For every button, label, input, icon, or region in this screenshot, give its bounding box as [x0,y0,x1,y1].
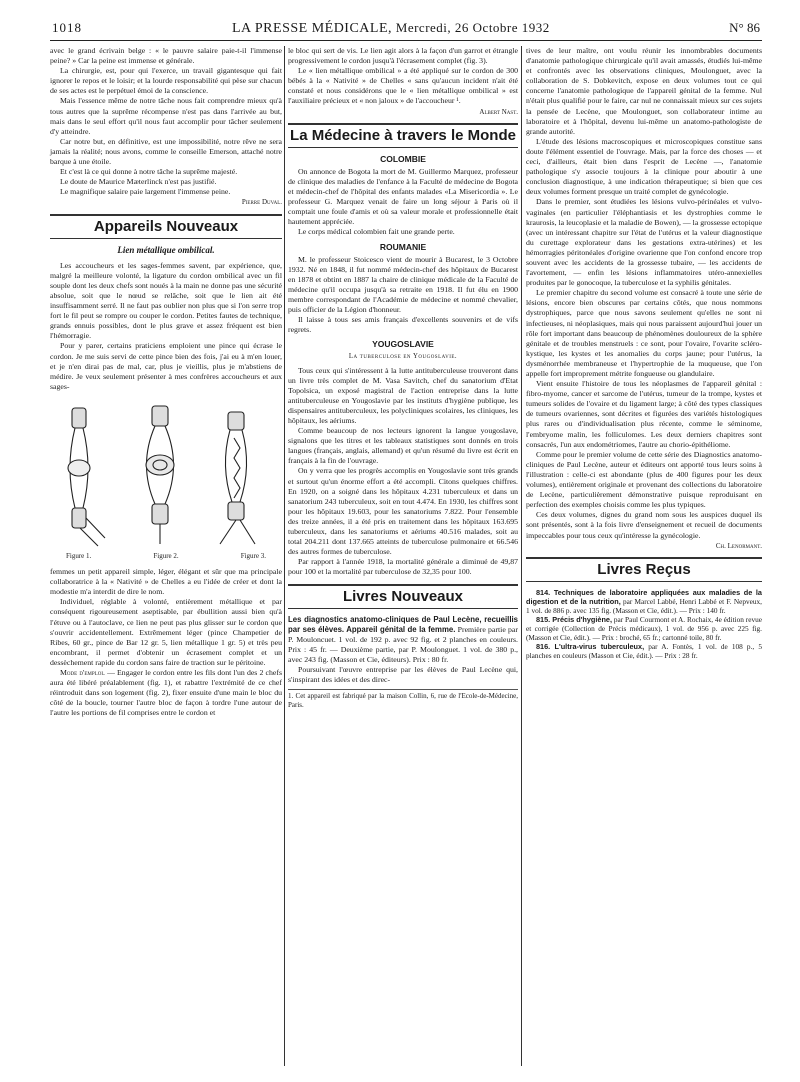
section-title: La Médecine à travers le Monde [290,126,516,144]
column-1 [50,46,282,719]
paragraph: Poursuivant l'œuvre entreprise par les élèves de Paul Lecène qui, s'inspirant des idées et des direc- [288,665,518,685]
section-heading-box [50,214,282,239]
page-header [50,18,762,41]
signature: Ch. Lenormant. [715,541,762,550]
paragraph: Comme beaucoup de nos lecteurs ignorent la langue yougoslave, signalons que les titres et les tableaux statistiques sont donnés en trois langues (français, anglais, allemand) et qu'un résumé du livre est écrit en français à la fin de l'ouvrage. [288,426,518,466]
paragraph: Vient ensuite l'histoire de tous les néoplasmes de l'appareil génital : fibro-myome, cancer et sarcome de l'utérus, tumeur de la trompe, kystes et tumeurs solides de l'ovaire et du ligament large; à côté des types classiques de tumeurs ovariennes, sont décrites et figurées des variétés histologiques plus rares ou d'individualisation plus récente, comme le séminome, l'embryome malin, les folliculomes. Les deux derniers chapitres sont consacrés, l'un aux endométriomes, l'autre au chorio-épithéliome. [526,379,762,449]
paragraph: La chirurgie, est, pour qui l'exerce, un travail gigantesque qui fait ignorer le repos et le loisir; et la lourde responsabilité qui pèse sur chacun de ses actes est le perpétuel émoi de la conscience. [50,66,282,96]
paragraph: Le « lien métallique ombilical » a été appliqué sur le cordon de 300 bébés à la « Nativité » de Chelles « sans qu'aucun incident n'ait été constaté et nous considérons que le « lien métallique ombilical » est l'auxiliaire précieux et « non jaloux » de l'accoucheur ¹. [288,66,518,106]
paragraph: M. le professeur Stoicesco vient de mourir à Bucarest, le 3 Octobre 1932. Né en 1848, il fut nommé médecin-chef des hôpitaux de Bucarest en 1878 et obtint en 1887 la chaire de clinique médicale de la Faculté de médecine qu'il occupa jusqu'à sa retraite en 1918. Il fut élu en 1900 membre correspondant de l'Académie de médecine et nommé chevalier, puis officier de la Légion d'honneur. [288,254,518,315]
list-item [526,588,762,615]
column-2 [288,46,518,710]
mode-label: Mode d'emploi. [60,668,105,678]
paragraph: On y verra que les progrès accomplis en Yougoslavie sont très grands et surtout qu'un énorme effort a été accompli. Citons quelques chiffres. En 1920, on a soigné dans les hôpitaux 4.231 tuberculeux et dans un sanatorium 243 tuberculeux, soit en tout 4.474. En 1930, les chiffres sont pour les hôpitaux 19.603, pour les sanatoriums 7.822. Pour l'ensemble des treize années, il a été pris en traitement dans les hôpitaux 163.695 tuberculeux, dans les sanatoriums et aériums 40.516 malades, soit au total 204.211 dont 137.665 atteints de tuberculose pulmonaire et 66.546 des autres formes de tuberculose. [288,466,518,557]
paragraph: Dans le premier, sont étudiées les lésions vulvo-périnéales et vulvo-vaginales (en particulier l'éléphantiasis et les dystrophies comme le kraurosis, la leucoplasie et la maladie de Bowen), — la grossesse ectopique (avec un intéressant chapitre sur l'état de l'utérus et la valeur diagnostique du curettage explorateur dans les gestations extra-utérines) et les hémorragies péritonéales d'origine ovarienne que l'on confond encore trop souvent avec les accidents de la grossesse tubaire, — les accidents de l'avortement, — enfin les lésions inflammatoires utéro-annexielles produites par le gonocoque, la tuberculose et la syphilis génitales. [526,197,762,288]
column-3 [526,46,762,660]
footnote: 1. Cet appareil est fabriqué par la maison Collin, 6, rue de l'Ecole-de-Médecine, Paris. [288,689,518,710]
section-heading-box [288,123,518,148]
paragraph: On annonce de Bogota la mort de M. Guillermo Marquez, professeur de clinique des maladies de l'enfance à la Faculté de médecine de Bogota et médecin-chef de l'hôpital des enfants malades «La Misericordia ». Le professeur G. Marquez venait de faire un long séjour à Paris où il comptait une foule d'amis et où sa valeur morale et professionnelle était hautement appréciée. [288,166,518,227]
article-subtitle: Lien métallique ombilical. [117,244,215,255]
paragraph: Mais l'essence même de notre tâche nous fait comprendre mieux qu'à tous autres que la suprême récompense n'est pas dans l'arrivée au but, mais dans le seul effort qu'il nous faut accomplir pour tâcher seulement d'y atteindre. [50,96,282,136]
country-heading: YOUGOSLAVIE [372,339,434,350]
paragraph [288,615,518,665]
column-rule [284,46,285,1066]
paragraph: Tous ceux qui s'intéressent à la lutte antituberculeuse trouveront dans un livre très complet de M. Vasa Savitch, chef du sanatorium d'Etat Topolsica, un exposé magistral de l'action entreprise dans la lutte antituberculeuse en Yougoslavie par les instituts d'hygiène publique, les dispensaires antituberculeux, les polycliniques scolaires, les cliniques, les hôpitaux, les aériums. [288,365,518,425]
page-number: 1018 [52,20,82,35]
paragraph: Le magnifique salaire paie largement l'immense peine. [60,187,231,197]
section-heading-box [288,584,518,609]
list-item [526,615,762,642]
books-received-list [526,588,762,660]
signature: Pierre Duval. [241,198,282,207]
section-title: Livres Nouveaux [342,587,464,605]
paragraph: Pour y parer, certains praticiens emploient une pince qui écrase le cordon. Je me suis servi de cette pince bien des fois, j'ai eu à m'en louer, et je n'en dirai pas de mal, car, plus je vieillis, plus je m'abstiens de médire. Je veux seulement présenter à mes confrères accoucheurs et aux sages- [50,341,282,391]
mode-text: — Engager le cordon entre les fils dont l'un des 2 chefs aura été libéré préalablement (fig. 1), et rabattre l'extrémité de ce chef réintroduit dans son logement (fig. 2), fixer ensuite d'une main le bloc du côté de la boucle, tourner l'autre bloc de façon à tordre l'une autour de l'autre les portions de fil comprises entre le cordon et [50,668,282,718]
paragraph: Et c'est là ce qui donne à notre tâche la suprême majesté. [60,167,238,177]
masthead-title: LA PRESSE MÉDICALE, [232,21,393,36]
figure-illustration [50,398,282,561]
paragraph: Comme pour le premier volume de cette série des Diagnostics anatomo-cliniques de Paul Lecène, auteur et éditeurs ont apporté tous leurs soins à l'illustration : celle-ci est abondante (plus de 400 figures pour les deux volumes), entièrement originale et provenant des collections du laboratoire de Lecène, particulièrement démonstrative puisque reproduisant en perfection des exemples choisis comme les plus typiques. [526,449,762,510]
book-title: 816. L'ultra-virus tuberculeux, [536,641,645,651]
signature: Albert Nast. [479,107,518,116]
paragraph: L'étude des lésions macroscopiques et microscopiques constitue sans doute l'élément essentiel de l'ouvrage. Mais, par la force des choses — et ceci, d'ailleurs, était bien dans l'esprit de Lecène —, l'anatomie pathologique s'y associe toujours à la clinique pour aboutir à une conclusion diagnostique, à une indication thérapeutique; si bien que ces deux volumes forment presque un traité complet de gynécologie. [526,136,762,197]
country-heading: ROUMANIE [379,241,427,252]
paragraph: Par rapport à l'année 1918, la mortalité générale a diminué de 49,87 pour 100 et la mortalité par tuberculose de 32,35 pour 100. [288,557,518,577]
paragraph: Le corps médical colombien fait une grande perte. [298,227,455,237]
paragraph: Ces deux volumes, dignes du grand nom sous les auspices duquel ils sont présentés, sont à la fois livre d'enseignement et recueil de documents impeccables pour tous ceux qu'intéresse la gynécologie. [526,510,762,540]
book-details: par Marcel Labbé, Henri Labbé et F. Nepveux, 1 vol. de 886 p. avec 135 fig. (Masson et Cie, édit.). — Prix : 140 fr. [526,596,762,615]
figure-caption: Figure 3. [240,552,266,560]
paragraph: Les accoucheurs et les sages-femmes savent, par expérience, que, malgré la meilleure volonté, la ligature du cordon ombilical avec un fil souple dont les deux chefs sont noués à la main ne donne pas une sécurité absolue, soit que le nœud se relâche, soit que le lien ait été insuffisamment serré. Il ne faut pas oublier non plus que si l'on serre trop fort le fil peut se rompre ou couper le cordon. Petites fautes de technique, grands ennuis possibles, dont le plus grave et assez fréquent est bien l'hémorragie. [50,260,282,341]
figure-caption: Figure 1. [66,552,92,560]
paragraph: Car notre but, en définitive, est une impossibilité, notre rêve ne sera jamais la réalité; nous avons, comme le conseille Emerson, attaché notre barque à une étoile. [50,136,282,167]
section-heading-box [526,557,762,582]
book-details: Première partie par P. Mouloncuet. 1 vol. de 192 p. avec 92 fig. et 2 planches en couleurs. Prix : 45 fr. — Deuxième partie, par P. Moulonguet. 1 vol. de 380 p., avec 243 fig. (Masson et Cie, éditeurs). Prix : 80 fr. [288,624,518,664]
paragraph: le bloc qui sert de vis. Le lien agit alors à la façon d'un garrot et étrangle progressivement le cordon jusqu'à l'écrasement complet (fig. 3). [288,46,518,66]
paragraph: avec le grand écrivain belge : « le pauvre salaire paie-t-il l'immense peine? » Car la peine est immense et générale. [50,46,282,66]
book-review [288,615,518,686]
country-heading: COLOMBIE [380,153,426,164]
section-title: Livres Reçus [597,560,691,578]
list-item [526,642,762,660]
book-details: par Paul Courmont et A. Rochaix, 4e édition revue et corrigée (Collection de Précis médicaux), 1 vol. de 956 p. avec 225 fig. (Masson et Cie, édit.). — Prix : broché, 65 fr.; cartonné toile, 80 fr. [526,614,762,642]
book-title: 814. Techniques de laboratoire appliquées aux maladies de la digestion et de la nutrition, [526,587,762,606]
section-title: Appareils Nouveaux [93,217,239,235]
column-rule [521,46,522,1066]
masthead [232,20,550,37]
paragraph: Le premier chapitre du second volume est consacré à toute une série de lésions, encore bien obscures par certains côtés, que nous nommons dystrophiques, parce que nous savons seulement qu'elles ne sont ni infectieuses, ni néoplasiques, mais qui nous paraissent aujourd'hui jouer un rôle fort important dans beaucoup de phénomènes douloureux de la sphère génitale et de troubles menstruels : ce sont, pour l'ovaire, l'ovarite scléro-kystique, les kystes et les anomalies du corps jaune; pour l'utérus, la dysménorrhée membraneuse et l'hypertrophie de la muqueuse, que l'on appelle fort improprement métrite fongueuse ou glandulaire. [526,288,762,378]
paragraph [50,668,282,718]
figure-caption: Figure 2. [153,552,179,560]
paragraph: Individuel, réglable à volonté, entièrement métallique et par conséquent rigoureusement aseptisable, par ébullition aussi bien qu'à l'étuve ou à l'autoclave, ce lien ne peut pas plus glisser sur le cordon que s'ouvrir accidentellement. Extrêmement léger (pince Champetier de Ribes, 60 gr., pince de Bar 12 gr. 5, lien métallique 1 gr. 5) et très peu encombrant, il permet d'obtenir un écrasement complet et un dessèchement rapide du cordon sans faire de traction sur le péritoine. [50,597,282,667]
issue-number: N° 86 [729,20,760,35]
book-title: Les diagnostics anatomo-cliniques de Paul Lecène, recueillis par ses élèves. Appareil génital de la femme. [288,614,518,634]
figure-captions [50,551,282,561]
umbilical-clamp-figures [50,398,282,548]
paragraph: Le doute de Maurice Mæterlinck n'est pas justifié. [60,177,217,187]
paragraph: tives de leur maître, ont voulu réunir les innombrables documents d'anatomie pathologique chirurgicale qu'il avait amassés, étudiés lui-même et confrontés avec les observations cliniques, Moulonguet, avec la collaboration de S. Dobkevitch, expose en deux volumes tout ce qui concerne l'anatomie pathologique de l'appareil génital de la femme. Nul n'était plus qualifié pour le faire, car nul ne connaissait mieux sur ces sujets la pensée de Lecène, que Moulonguet, son collaborateur intime au laboratoire et à l'hôpital, devenu lui-même un anatomo-pathologiste de grande autorité. [526,46,762,136]
paragraph: Il laisse à tous ses amis français d'excellents souvenirs et de vifs regrets. [288,315,518,335]
article-subtitle: La tuberculose en Yougoslavie. [348,353,458,361]
masthead-date: Mercredi, 26 Octobre 1932 [392,20,550,35]
book-title: 815. Précis d'hygiène, [536,614,613,624]
paragraph: femmes un petit appareil simple, léger, élégant et sûr que ma principale collaboratrice à la « Nativité » de Chelles a eu l'idée de créer et dont la modestie m'a interdit de dire le nom. [50,567,282,597]
book-details: par A. Fontès, 1 vol. de 108 p., 5 planches en couleurs (Masson et Cie, édit.). — Prix : 28 fr. [526,641,762,660]
